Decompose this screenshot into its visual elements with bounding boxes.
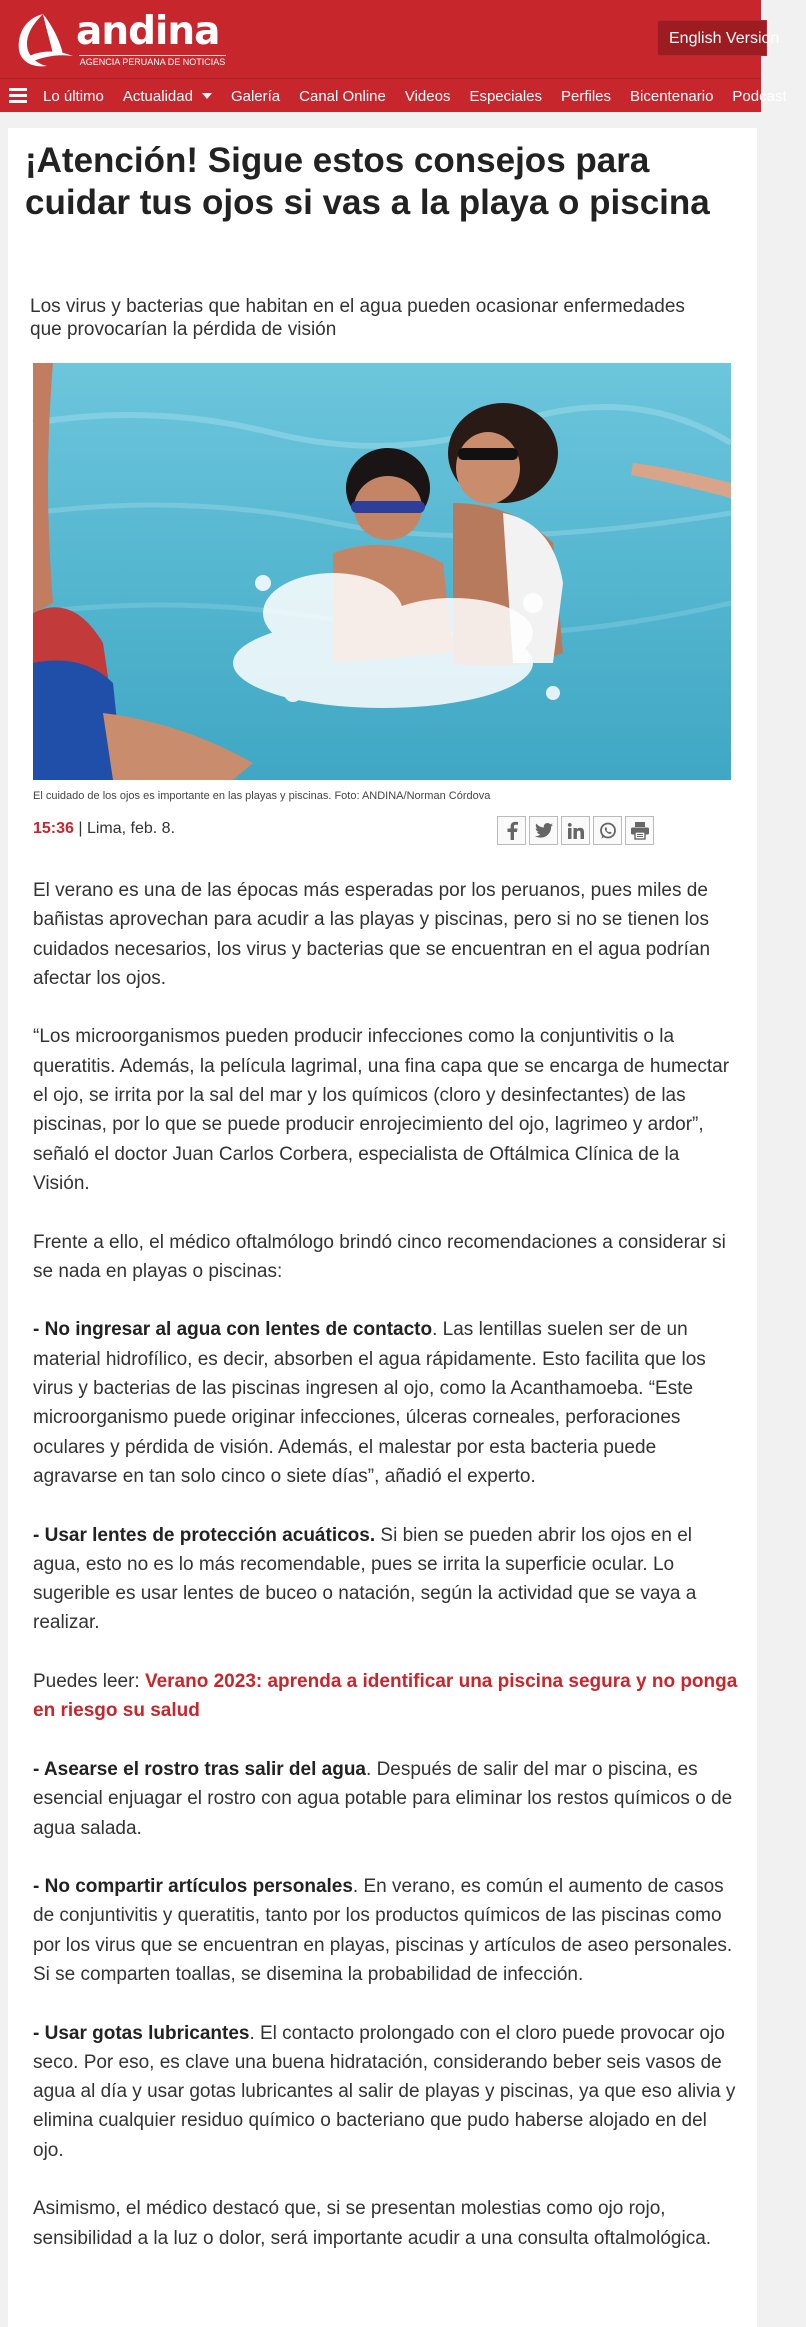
pool-photo-illustration (33, 363, 731, 780)
article-headline: ¡Atención! Sigue estos consejos para cuidar tus ojos si vas a la playa o piscina (25, 141, 710, 222)
nav-item-lo-ultimo[interactable]: Lo último (43, 87, 104, 105)
chevron-down-icon (202, 93, 212, 99)
tip-paragraph (33, 1755, 738, 1843)
tip-text: . Después de salir del mar o piscina, es esencial enjuagar el rostro con agua potable para eliminar los restos químicos o de agua salada. (33, 1758, 733, 1839)
nav-item-galeria[interactable]: Galería (230, 87, 281, 105)
publish-time: 15:36 (33, 820, 74, 837)
site-header (0, 0, 780, 78)
facebook-icon[interactable] (497, 816, 526, 845)
read-also (33, 1667, 738, 1726)
paragraph: Asimismo, el médico destacó que, si se presentan molestias como ojo rojo, sensibilidad a la luz o dolor, será importante acudir a una consulta oftalmológica. (33, 2198, 712, 2249)
nav-item-podcast[interactable]: Podcast (732, 87, 787, 105)
paragraph: “Los microorganismos pueden producir infecciones como la conjuntivitis o la queratitis. Además, la película lagrimal, una fina capa que se encarga de humectar el ojo, se irrita por la sal del mar y los químicos (cloro y desinfectantes) de las piscinas, por lo que se puede producir enrojecimiento del ojo, lagrimeo y ardor”, señaló el doctor Juan Carlos Corbera, especialista de Oftálmica Clínica de la Visión. (33, 1026, 730, 1194)
tip-title: - No compartir artículos personales (33, 1876, 353, 1898)
logo-tagline: AGENCIA PERUANA DE NOTICIAS (79, 57, 226, 67)
share-bar (497, 816, 657, 845)
menu-icon[interactable] (9, 88, 27, 103)
whatsapp-icon[interactable] (593, 816, 622, 845)
article-body (33, 876, 738, 2282)
nav-item-canal-online[interactable]: Canal Online (299, 87, 386, 105)
article-meta (33, 820, 175, 838)
article-photo (33, 363, 731, 780)
nav-item-videos[interactable]: Videos (404, 87, 451, 105)
tip-text: . El contacto prolongado con el cloro puede provocar ojo seco. Por eso, es clave una buena hidratación, considerando beber seis vasos de agua al día y usar gotas lubricantes al salir de playas y piscinas, ya que eso alivia y elimina cualquier residuo químico o bacteriano que pudo haberse alojado en del ojo. (33, 2022, 736, 2161)
photo-caption: El cuidado de los ojos es importante en las playas y piscinas. Foto: ANDINA/Norman Córdova (33, 790, 491, 802)
place-date: Lima, feb. 8. (86, 820, 176, 837)
read-also-link[interactable]: Verano 2023: aprenda a identificar una piscina segura y no ponga en riesgo su salud (33, 1671, 738, 1722)
twitter-icon[interactable] (529, 816, 558, 845)
nav-item-perfiles[interactable]: Perfiles (561, 87, 612, 105)
tip-title: - Usar lentes de protección acuáticos. (33, 1524, 376, 1546)
tip-paragraph (33, 1315, 738, 1491)
paragraph: Frente a ello, el médico oftalmólogo brindó cinco recomendaciones a considerar si se nada en playas o piscinas: (33, 1231, 726, 1282)
paragraph: El verano es una de las épocas más esperadas por los peruanos, pues miles de bañistas aprovechan para acudir a las playas y piscinas, pero si no se tienen los cuidados necesarios, los virus y bacterias que se encuentran en el agua podrían afectar los ojos. (33, 880, 711, 989)
tip-title: - No ingresar al agua con lentes de contacto (33, 1319, 433, 1341)
article-card (8, 128, 757, 2327)
tip-title: - Asearse el rostro tras salir del agua (33, 1758, 367, 1780)
tip-text: Si bien se pueden abrir los ojos en el agua, esto no es lo más recomendable, pues se irrita la superficie ocular. Lo sugerible es usar lentes de buceo o natación, según la actividad que se vaya a realizar. (33, 1524, 697, 1634)
tip-text: . En verano, es común el aumento de casos de conjuntivitis y queratitis, tanto por los productos químicos de las piscinas como por los virus que se encuentran en playas, piscinas y artículos de aseo personales. Si se comparten toallas, se disemina la probabilidad de infección. (33, 1876, 733, 1985)
article-subtitle: Los virus y bacterias que habitan en el agua pueden ocasionar enfermedades que provocarían la pérdida de visión (30, 296, 685, 340)
read-also-label: Puedes leer: (33, 1671, 145, 1693)
andina-logo[interactable] (13, 6, 233, 68)
linkedin-icon[interactable] (561, 816, 590, 845)
main-nav (0, 78, 787, 112)
andina-logo-mark-icon (13, 10, 77, 70)
tip-paragraph (33, 2019, 738, 2165)
tip-title: - Usar gotas lubricantes (33, 2022, 250, 2044)
tip-text: . Las lentillas suelen ser de un material hidrofílico, es decir, absorben el agua rápidamente. Esto facilita que los virus y bacterias de las piscinas ingresen al ojo, como la Acanthamoeba. “Este microorganismo puede originar infecciones, úlceras corneales, perforaciones oculares y pérdida de visión. Además, el malestar por esta bacteria puede agravarse en tan solo cinco o siete días”, añadió el experto. (33, 1319, 706, 1487)
meta-separator: | (73, 820, 87, 837)
english-version-button[interactable]: English Version (657, 20, 767, 56)
nav-item-actualidad[interactable] (123, 88, 212, 105)
tip-paragraph (33, 1872, 738, 1989)
nav-item-bicentenario[interactable]: Bicentenario (630, 87, 714, 105)
nav-item-especiales[interactable]: Especiales (469, 87, 542, 105)
nav-item-label: Actualidad (122, 87, 193, 105)
tip-paragraph (33, 1521, 738, 1638)
logo-word: andina (76, 9, 220, 54)
print-icon[interactable] (625, 816, 654, 845)
